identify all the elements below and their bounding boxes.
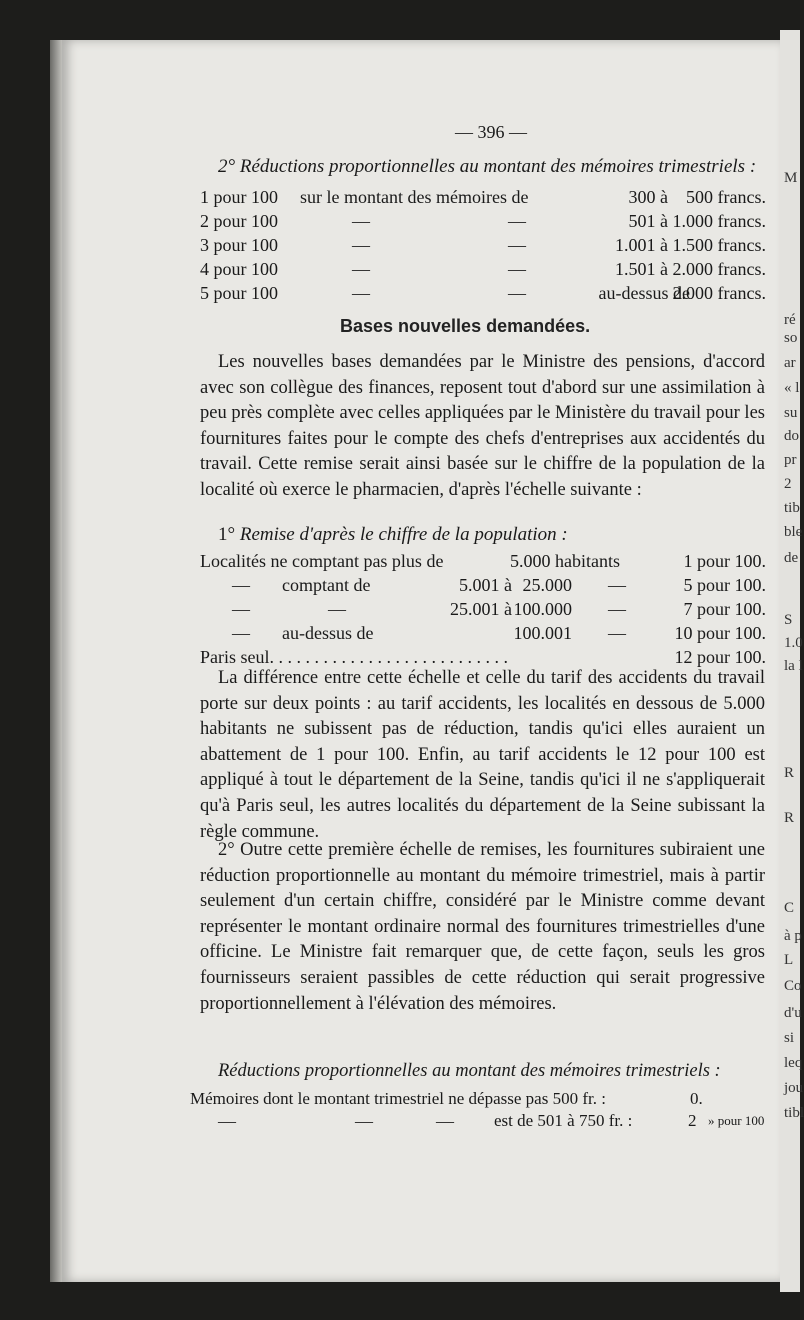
table2-dash: — (232, 623, 250, 643)
table1-to: 1.000 francs. (672, 211, 766, 231)
table2-range-to: 100.000 (513, 599, 572, 619)
next-page-fragment: tibl (784, 1105, 804, 1121)
next-page-fragment: C (784, 900, 795, 916)
table1-from: 1.001 à (615, 235, 668, 255)
table2-label: comptant de (282, 575, 371, 595)
next-page-fragment: ar (784, 355, 796, 371)
section2-label: Remise d'après le chiffre de la population : (239, 524, 568, 545)
next-page-fragment: su (784, 405, 798, 421)
table1-dash: — (508, 283, 526, 303)
table2-dash: — (608, 623, 626, 643)
next-page-fragment: R (784, 765, 795, 781)
table1-from: 501 à (628, 211, 668, 231)
table3-dash: — (218, 1111, 236, 1131)
table1-rate: 2 pour 100 (200, 211, 278, 231)
table1-dash: — (508, 211, 526, 231)
table1-rate: 1 pour 100 (200, 187, 278, 207)
paragraph-1: Les nouvelles bases demandées par le Ministre des pensions, d'accord avec son collègue des finances, reposent tout d'abord sur une assimilation à peu près complète avec celles appliquées par le Ministère du travail pour les fournitures faites pour le compte des chefs d'entreprises aux accidentés du travail. Cette remise serait ainsi basée sur le chiffre de la population de la localité où exerce le pharmacien, d'après l'échelle suivante : (200, 352, 765, 500)
next-page-fragment: jou (784, 1080, 804, 1096)
table1-to: 500 francs. (686, 187, 766, 207)
next-page-fragment: la l (784, 658, 803, 674)
next-page-fragment: ble (784, 524, 803, 540)
table1-from: 1.501 à (615, 259, 668, 279)
next-page-fragment: 2 (784, 476, 792, 492)
table3-dash: — (436, 1111, 454, 1131)
table2-dash: — (232, 599, 250, 619)
table2-rate: 10 pour 100. (674, 623, 766, 643)
table3-dash: — (355, 1111, 373, 1131)
table2-label: Localités ne comptant pas plus de (200, 551, 444, 571)
table3-label: est de 501 à 750 fr. : (494, 1111, 633, 1130)
table2-range: 5.000 habitants (510, 551, 620, 571)
table2-dash: — (608, 575, 626, 595)
next-page-fragment: L (784, 952, 794, 968)
section-heading: Bases nouvelles demandées. (340, 316, 591, 336)
table2-rate: 12 pour 100. (674, 647, 766, 667)
section2-number: 1° (218, 524, 236, 545)
table1-to: 1.500 francs. (672, 235, 766, 255)
table3-unit: » pour 100 (708, 1113, 765, 1128)
table1-from: au-dessus de (598, 283, 690, 303)
next-page-fragment: pr (784, 452, 797, 468)
table2-label: — (328, 599, 346, 619)
section2-title (218, 524, 568, 546)
table3-value: 0. (690, 1089, 703, 1108)
table2-range-to: 25.000 (522, 575, 572, 595)
paragraph-3: 2° Outre cette première échelle de remises, les fournitures subiraient une réduction proportionnelle au montant du mémoire trimestriel, mais à partir seulement d'un certain chiffre, considéré par le Ministre comme devant représenter le montant ordinaire normal des fournitures trimestrielles d'une officine. Le Ministre fait remarquer que, de cette façon, seuls les gros fournisseurs seraient passibles de cette réduction qui serait progressive proportionnellement à l'élévation des mémoires. (200, 840, 765, 1014)
table2-range-from: 25.001 à (450, 599, 512, 619)
next-page-fragment: ré (784, 312, 796, 328)
table1-to: 2.000 francs. (672, 259, 766, 279)
table2-range-from: 5.001 à (459, 575, 512, 595)
table1-dash: — (352, 283, 370, 303)
table2-dash: — (608, 599, 626, 619)
section3-title: Réductions proportionnelles au montant des mémoires trimestriels : (218, 1061, 721, 1081)
table2-rate: 1 pour 100. (683, 551, 766, 571)
table2-rate: 7 pour 100. (683, 599, 766, 619)
next-page-fragment: do (784, 428, 799, 444)
table3-label: Mémoires dont le montant trimestriel ne dépasse pas 500 fr. : (190, 1089, 606, 1108)
table2-label: Paris seul. . . . . . . . . . . . . . . . . . . . . . . . . . . (200, 647, 508, 667)
next-page-fragment: de (784, 550, 799, 566)
section1-title: 2° Réductions proportionnelles au montant des mémoires trimestriels : (218, 156, 757, 177)
table2-rate: 5 pour 100. (683, 575, 766, 595)
table1-dash: — (352, 235, 370, 255)
table1-label: sur le montant des mémoires de (300, 187, 529, 207)
paragraph-2: La différence entre cette échelle et celle du tarif des accidents du travail porte sur deux points : au tarif accidents, les localités en dessous de 5.000 habitants ne subissent pas de réduction, tandis qu'ici elles auraient un abattement de 1 pour 100. Enfin, au tarif accidents le 12 pour 100 est appliqué à tout le département de la Seine, tandis qu'ici il ne s'appliquerait qu'à Paris seul, les autres localités du département de la Seine subissant la règle commune. (200, 668, 765, 842)
table1-dash: — (352, 259, 370, 279)
next-page-fragment: 1.0 (784, 635, 803, 651)
next-page-fragment: « l (784, 380, 800, 396)
next-page-fragment: tib (784, 500, 800, 516)
next-page-fragment: à p (784, 928, 802, 944)
table2-dash: — (232, 575, 250, 595)
table1-dash: — (508, 259, 526, 279)
next-page-fragment: Co (784, 978, 802, 994)
table1-from: 300 à (628, 187, 668, 207)
table2-label: au-dessus de (282, 623, 374, 643)
table1-rate: 4 pour 100 (200, 259, 278, 279)
page-number: — 396 — (455, 122, 527, 142)
next-page-fragment: M (784, 170, 798, 186)
next-page-fragment: R (784, 810, 795, 826)
table1-dash: — (508, 235, 526, 255)
next-page-fragment: d'u (784, 1005, 802, 1021)
table1-rate: 5 pour 100 (200, 283, 278, 303)
table1-dash: — (352, 211, 370, 231)
next-page-fragment: leq (784, 1055, 803, 1071)
table1-to: 2.000 francs. (672, 283, 766, 303)
next-page-fragment: S (784, 612, 793, 628)
next-page-fragment: so (784, 330, 798, 346)
table1-rate: 3 pour 100 (200, 235, 278, 255)
table2-range-to: 100.001 (513, 623, 572, 643)
table3-value: 2 (688, 1111, 697, 1130)
next-page-fragment: si (784, 1030, 795, 1046)
